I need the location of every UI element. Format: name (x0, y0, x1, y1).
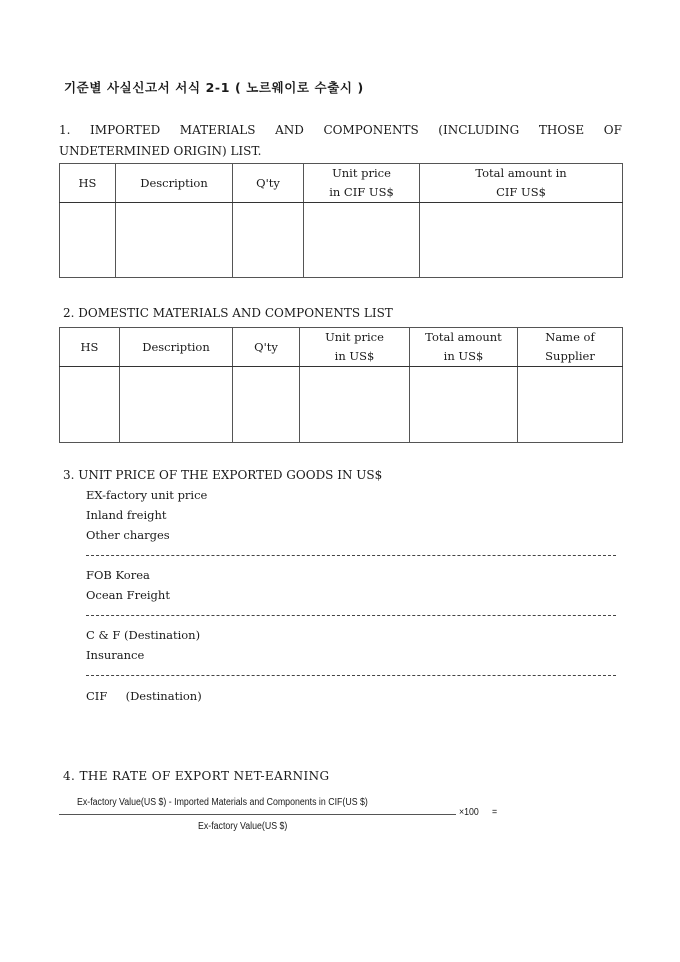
section2-heading: 2. DOMESTIC MATERIALS AND COMPONENTS LIST (63, 306, 393, 320)
table-row (60, 203, 623, 278)
imported-materials-table (59, 163, 623, 278)
cell-hs[interactable] (60, 367, 120, 443)
header-description: Description (120, 328, 233, 367)
section4-heading: 4. THE RATE OF EXPORT NET-EARNING (63, 769, 330, 783)
heading-word: MATERIALS (179, 123, 256, 137)
cell-unit-price[interactable] (300, 367, 410, 443)
formula-multiplier: ×100 (459, 807, 479, 818)
cell-hs[interactable] (60, 203, 116, 278)
cell-qty[interactable] (233, 203, 304, 278)
formula-equals: = (492, 807, 498, 818)
cell-total-amount[interactable] (420, 203, 623, 278)
dashed-divider (86, 555, 616, 556)
item-ocean-freight: Ocean Freight (86, 588, 170, 602)
table-header-row (60, 164, 623, 203)
header-unit-price: Unit price in US$ (300, 328, 410, 367)
header-supplier: Name of Supplier (518, 328, 623, 367)
heading-word: COMPONENTS (323, 123, 419, 137)
cell-unit-price[interactable] (304, 203, 420, 278)
heading-word: (INCLUDING (438, 123, 520, 137)
cell-description[interactable] (120, 367, 233, 443)
formula-numerator: Ex-factory Value(US $) - Imported Materials and Components in CIF(US $) (77, 797, 368, 808)
cell-supplier[interactable] (518, 367, 623, 443)
section1-heading-line1 (59, 120, 622, 141)
form-title: 기준별 사실신고서 서식 2-1 ( 노르웨이로 수출시 ) (64, 80, 364, 95)
heading-word: 1. (59, 123, 71, 137)
section1-heading (59, 120, 622, 162)
header-unit-price: Unit price in CIF US$ (304, 164, 420, 203)
item-c-and-f: C & F (Destination) (86, 628, 201, 642)
item-fob-korea: FOB Korea (86, 568, 150, 582)
header-total-amount: Total amount in US$ (410, 328, 518, 367)
header-hs: HS (60, 328, 120, 367)
header-total-amount: Total amount in CIF US$ (420, 164, 623, 203)
cell-description[interactable] (116, 203, 233, 278)
formula-denominator: Ex-factory Value(US $) (198, 821, 288, 832)
section3-heading: 3. UNIT PRICE OF THE EXPORTED GOODS IN US$ (63, 468, 383, 482)
fraction-bar (59, 814, 456, 815)
heading-word: THOSE (538, 123, 585, 137)
domestic-materials-table (59, 327, 623, 443)
section1-heading-line2: UNDETERMINED ORIGIN) LIST. (59, 144, 262, 158)
dashed-divider (86, 675, 616, 676)
header-hs: HS (60, 164, 116, 203)
item-insurance: Insurance (86, 648, 145, 662)
table-row (60, 367, 623, 443)
table-header-row (60, 328, 623, 367)
header-qty: Q'ty (233, 328, 300, 367)
item-cif-destination: CIF (Destination) (86, 689, 202, 703)
heading-word: OF (603, 123, 622, 137)
heading-word: AND (275, 123, 304, 137)
item-other-charges: Other charges (86, 528, 170, 542)
header-description: Description (116, 164, 233, 203)
item-ex-factory-price: EX-factory unit price (86, 488, 208, 502)
cell-qty[interactable] (233, 367, 300, 443)
cell-total-amount[interactable] (410, 367, 518, 443)
item-inland-freight: Inland freight (86, 508, 167, 522)
dashed-divider (86, 615, 616, 616)
header-qty: Q'ty (233, 164, 304, 203)
heading-word: IMPORTED (90, 123, 161, 137)
